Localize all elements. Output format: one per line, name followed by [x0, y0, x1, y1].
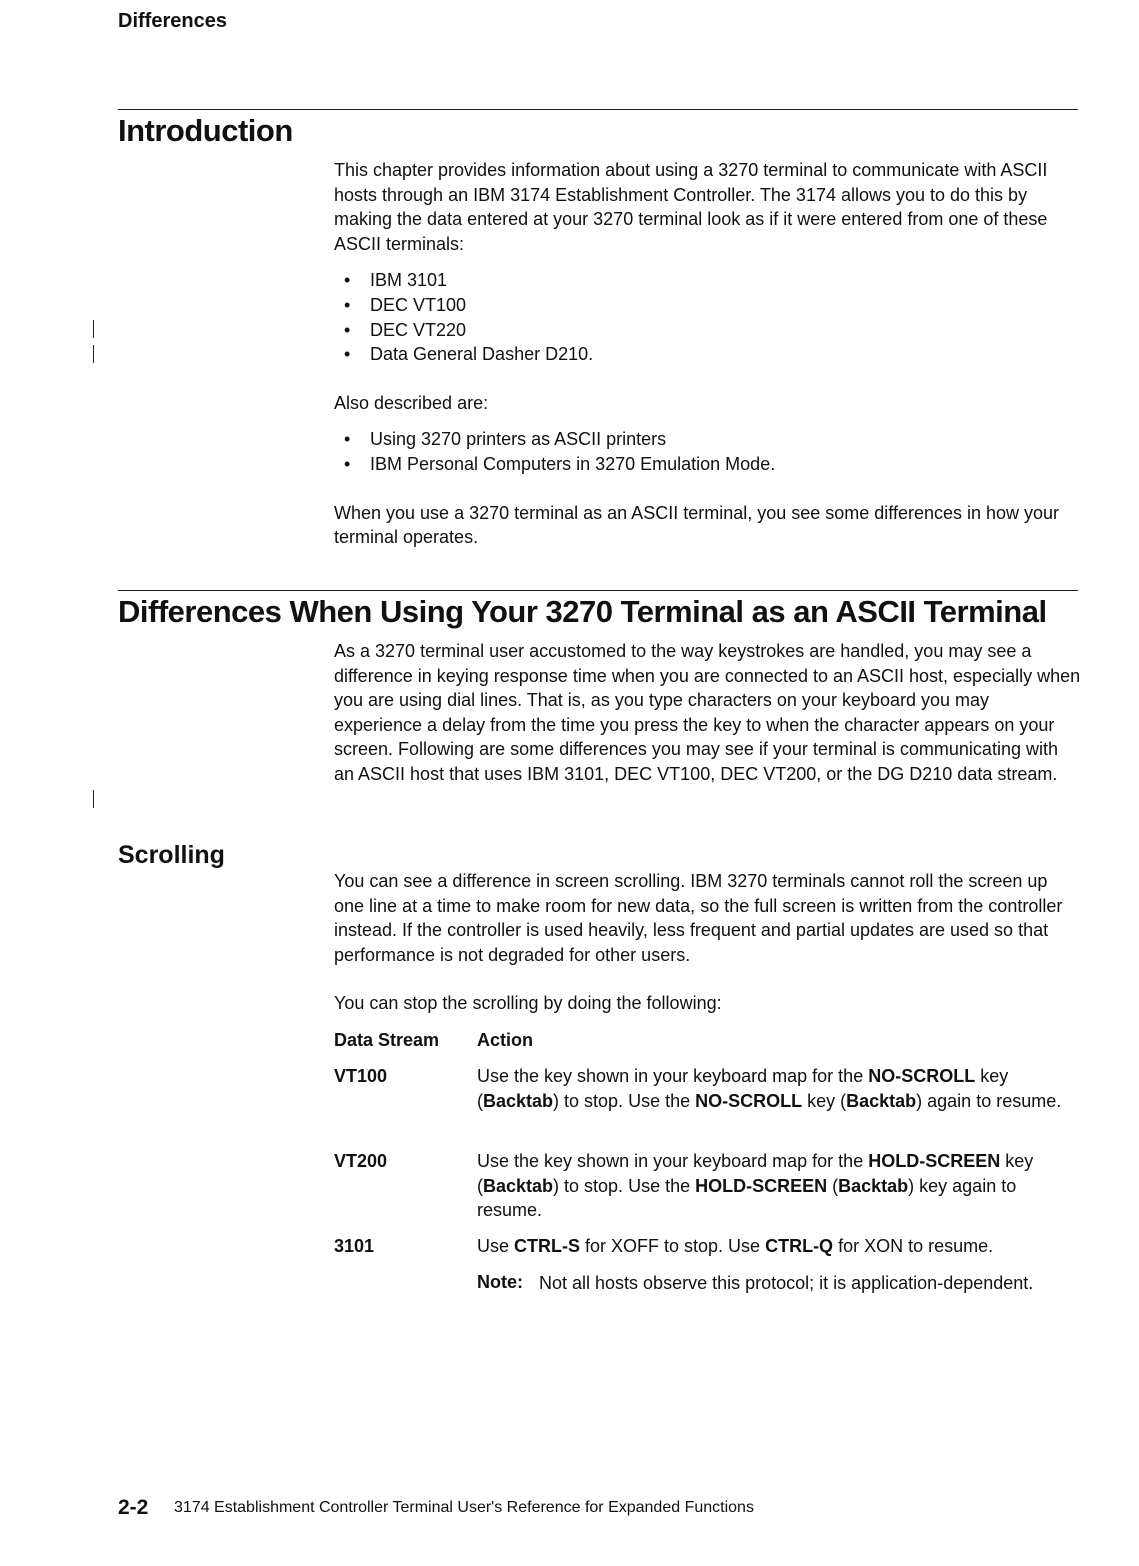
revision-bar — [93, 320, 94, 338]
column-header-data-stream: Data Stream — [334, 1030, 440, 1050]
table-row-stream: VT200 — [334, 1151, 388, 1171]
intro-body — [334, 158, 1082, 550]
scrolling-paragraph: You can see a difference in screen scrolling. IBM 3270 terminals cannot roll the screen up one line at a time to make room for new data, so the full screen is written from the controller instead. If the controller is used heavily, less frequent and partial updates are used so that performance is not degraded for other users. — [334, 871, 1063, 965]
note-label: Note: — [477, 1272, 523, 1292]
note-text: Not all hosts observe this protocol; it is application-dependent. — [539, 1273, 1034, 1293]
list-item: • DEC VT100 — [334, 293, 1082, 318]
scrolling-stop-intro: You can stop the scrolling by doing the following: — [334, 993, 722, 1014]
subsection-title-scrolling: Scrolling — [118, 841, 225, 869]
table-row-action: Use CTRL-S for XOFF to stop. Use CTRL-Q for XON to resume. — [477, 1236, 994, 1256]
column-header-action: Action — [477, 1030, 533, 1050]
page-number: 2-2 — [118, 1496, 149, 1519]
table-row-action: Use the key shown in your keyboard map for the NO-SCROLL key (Backtab) to stop. Use the NO-SCROLL key (Backtab) again to resume. — [477, 1066, 1062, 1111]
section-title-introduction: Introduction — [118, 113, 293, 148]
list-item: • IBM Personal Computers in 3270 Emulation Mode. — [334, 452, 1082, 477]
intro-closing-paragraph: When you use a 3270 terminal as an ASCII terminal, you see some differences in how your terminal operates. — [334, 502, 1060, 548]
also-described: Also described are: — [334, 392, 489, 413]
revision-bar — [93, 790, 94, 808]
terminal-list — [334, 268, 1082, 366]
also-list — [334, 427, 1082, 476]
intro-paragraph: This chapter provides information about using a 3270 terminal to communicate with ASCII hosts through an IBM 3174 Establishment Controller. The 3174 allows you to do this by making the data entered at your 3270 terminal look as if it were entered from one of these ASCII terminals: — [334, 160, 1048, 254]
table-row-stream: 3101 — [334, 1236, 375, 1256]
scrolling-body — [334, 869, 1082, 1016]
table-row-action: Use the key shown in your keyboard map for the HOLD-SCREEN key (Backtab) to stop. Use the HOLD-SCREEN (Backtab) key again to resume. — [477, 1151, 1034, 1221]
list-item: • Data General Dasher D210. — [334, 342, 1082, 367]
section-rule — [118, 590, 1078, 591]
footer-title: 3174 Establishment Controller Terminal User's Reference for Expanded Functions — [174, 1499, 754, 1516]
list-item: • Using 3270 printers as ASCII printers — [334, 427, 1082, 452]
section-rule — [118, 109, 1078, 110]
list-item: • IBM 3101 — [334, 268, 1082, 293]
list-item: • DEC VT220 — [334, 318, 1082, 343]
section-title-differences: Differences When Using Your 3270 Terminal as an ASCII Terminal — [118, 594, 1047, 629]
table-row-stream: VT100 — [334, 1066, 388, 1086]
differences-paragraph: As a 3270 terminal user accustomed to the way keystrokes are handled, you may see a difference in keying response time when you are connected to an ASCII host, especially when you are using dial lines. That is, as you type characters on your keyboard you may experience a delay from the time you press the key to when the character appears on your screen. Following are some differences you may see if your terminal is communicating with an ASCII host that uses IBM 3101, DEC VT100, DEC VT200, or the DG D210 data stream. — [334, 641, 1081, 784]
running-head: Differences — [118, 10, 227, 32]
differences-body — [334, 639, 1082, 787]
revision-bar — [93, 345, 94, 363]
